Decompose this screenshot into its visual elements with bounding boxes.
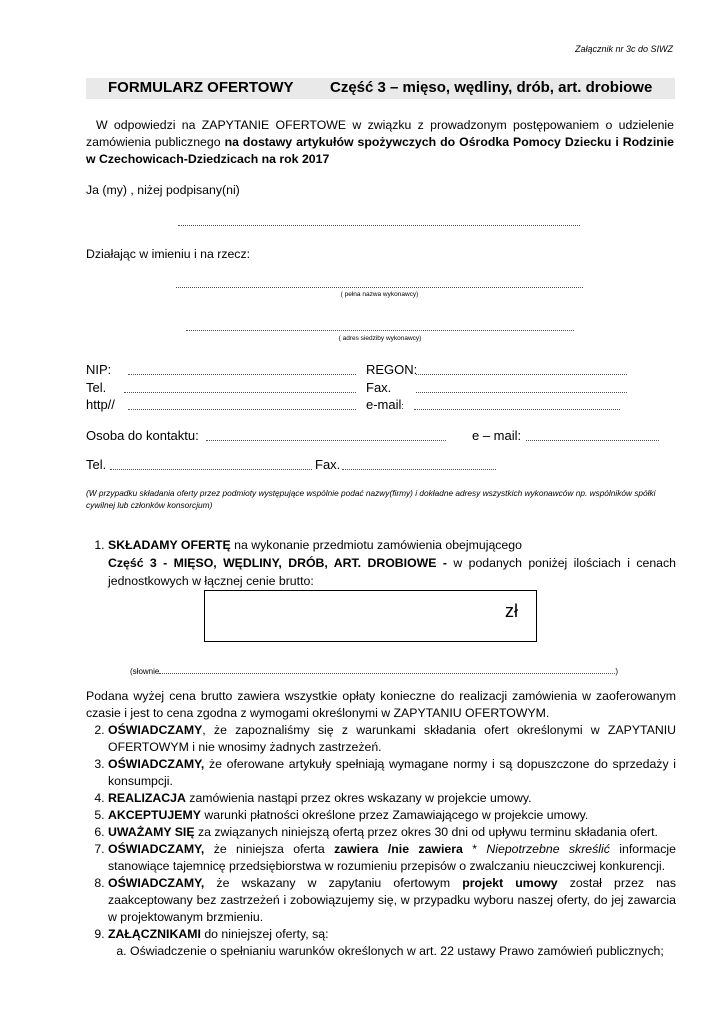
part-text: w podanych poniżej ilościach i cenach jednostkowych w łącznej cenie brutto: [108,556,676,588]
tel2-field[interactable] [110,469,312,470]
regon-label: REGON: [366,362,418,377]
tel2-label: Tel. [86,457,107,472]
intro-text: W odpowiedzi na ZAPYTANIE OFERTOWE w związku z prowadzonym postępowaniem o udzielenie zamówienia publicznego [86,118,674,149]
form-part-title: Część 3 – mięso, wędliny, drób, art. drobiowe [330,79,653,96]
declaration-6-bold: UWAŻAMY SIĘ [108,825,195,839]
part-bold: Część 3 - MIĘSO, WĘDLINY, DRÓB, ART. DROBIOWE - [108,556,447,570]
address-caption: ( adres siedziby wykonawcy) [338,335,422,342]
fax2-label: Fax. [315,457,341,472]
declaration-item-7 [108,841,676,875]
declaration-item-3 [108,756,676,790]
intro-bold-text: na dostawy artykułów spożywczych do Ośrodka Pomocy Dziecku i Rodzinie w Czechowicach-Dziedzicach na rok 2017 [86,135,674,166]
declaration-9-text: do niniejszej oferty, są: [200,927,329,941]
fax2-field[interactable] [342,469,496,470]
offer-bold: SKŁADAMY OFERTĘ [108,538,231,552]
declarations [86,688,676,960]
declaration-7-bold-2: zawiera /nie zawiera [334,842,463,856]
declaration-2-text: , że zapoznaliśmy się z warunkami składania ofert określonymi w ZAPYTANIU OFERTOWYM i nie wnosimy żadnych zastrzeżeń. [108,723,676,754]
declaration-item-8 [108,875,676,926]
declaration-item-2 [108,722,676,756]
full-name-caption: ( pełna nazwa wykonawcy) [340,291,419,298]
price-in-words-field[interactable] [159,673,615,674]
declaration-8-text-2: został przez nas zaakceptowany bez zastrzeżeń i zobowiązujemy się, w przypadku wyboru naszej oferty, do jej zawarcia w projektowanym brzmieniu. [108,876,676,924]
declaration-4-text: zamówienia nastąpi przez okres wskazany w projekcie umowy. [185,791,532,805]
nip-field[interactable] [128,374,356,375]
offer-text: na wykonanie przedmiotu zamówienia obejmującego [230,538,522,552]
regon-field[interactable] [416,374,627,375]
email2-field[interactable] [526,440,659,441]
declaration-9-bold: ZAŁĄCZNIKAMI [108,927,201,941]
contact-field[interactable] [206,440,446,441]
intro-paragraph [86,117,674,168]
price-input-box[interactable] [204,590,537,642]
full-name-field[interactable] [176,287,583,288]
http-label: http// [86,397,115,412]
attachment-label: Załącznik nr 3c do SIWZ [574,44,673,54]
email-field[interactable] [414,409,620,410]
email2-label: e – mail: [472,428,522,443]
offer-section [86,536,676,590]
contact-label: Osoba do kontaktu: [86,428,199,443]
tel-label: Tel. [86,380,107,395]
form-title: FORMULARZ OFERTOWY [108,79,294,96]
declaration-7-text-3: informacje stanowiące tajemnicę przedsiębiorstwa w rozumieniu przepisów o zwalczaniu nieuczciwej konkurencji. [108,842,676,873]
offer-item [108,536,676,590]
tel-field[interactable] [124,392,356,393]
slownie-close: ) [615,667,619,676]
email-label [366,397,404,412]
signee-label: Ja (my) , niżej podpisany(ni) [86,183,240,197]
declaration-4-bold: REALIZACJA [108,791,186,805]
declaration-item-5 [108,807,676,824]
declaration-7-text-1: że niniejsza oferta [204,842,335,856]
declaration-2-bold: OŚWIADCZAMY [108,723,203,737]
declaration-8-text-1: że wskazany w zapytaniu ofertowym [204,876,463,890]
declaration-6-text: za związanych niniejszą ofertą przez okres 30 dni od upływu terminu składania ofert. [194,825,658,839]
declaration-8-bold-2: projekt umowy [462,876,558,890]
email-label-text: e-mail [366,397,402,412]
declaration-5-text: warunki płatności określone przez Zamawiającego w projekcie umowy. [200,808,589,822]
http-field[interactable] [128,409,356,410]
declaration-7-italic: Niepotrzebne skreślić [486,842,610,856]
slownie-label: (słownie [130,667,160,676]
declaration-item-6 [108,824,676,841]
price-note: Podana wyżej cena brutto zawiera wszystkie opłaty konieczne do realizacji zamówienia w zaoferowanym czasie i jest to cena zgodna z wymogami określonymi w ZAPYTANIU OFERTOWYM. [86,689,676,720]
price-in-words-line [130,667,618,676]
attachment-item-a: a. Oświadczenie o spełnianiu warunków określonych w art. 22 ustawy Prawo zamówień publicznych; [130,943,676,960]
address-field[interactable] [186,330,574,331]
declaration-5-bold: AKCEPTUJEMY [108,808,201,822]
declaration-item-4 [108,790,676,807]
declaration-7-bold: OŚWIADCZAMY, [108,842,205,856]
nip-label: NIP: [86,362,112,377]
fax-field[interactable] [416,392,627,393]
declaration-8-bold: OŚWIADCZAMY, [108,876,205,890]
declaration-3-text: że oferowane artykuły spełniają wymagane normy i są dopuszczone do sprzedaży i konsumpcji. [108,757,676,788]
declaration-7-text-2: * [462,842,487,856]
declaration-item-9 [108,926,676,960]
consortium-note: (W przypadku składania oferty przez podmioty występujące wspólnie podać nazwy(firmy) i dokładne adresy wszystkich wykonawców np. wspólników spółki cywilnej lub członków konsorcjum) [86,488,656,510]
email-label-colon: : [401,401,404,411]
fax-label: Fax. [366,380,392,395]
acting-label: Działając w imieniu i na rzecz: [86,247,251,261]
currency-label: zł [505,601,518,621]
declaration-3-bold: OŚWIADCZAMY, [108,757,205,771]
signee-field[interactable] [178,225,580,226]
